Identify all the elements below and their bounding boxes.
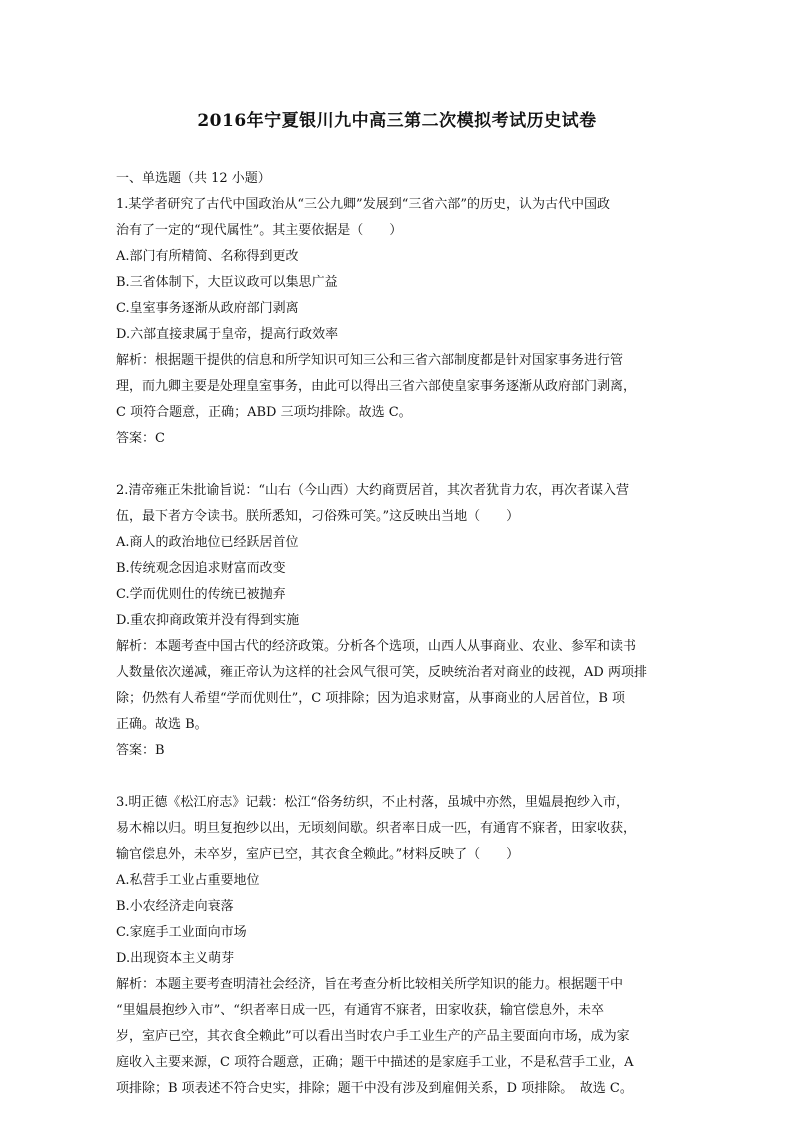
option-a: A.部门有所精简、名称得到更改 [116,249,299,264]
option-c: C.家庭手工业面向市场 [116,925,247,940]
analysis-line: 正确。故选 B。 [116,717,208,732]
question-stem-line: 3.明正德《松江府志》记载：松江“俗务纺织，不止村落，虽城中亦然，里媪晨抱纱入市， [116,795,630,810]
answer-line: 答案：C [116,431,165,446]
option-a: A.商人的政治地位已经跃居首位 [116,535,299,550]
question-2 [116,478,682,764]
analysis-line: 解析：根据题干提供的信息和所学知识可知三公和三省六部制度都是针对国家事务进行管 [116,353,624,368]
spacer [116,452,682,478]
section-header: 一、单选题（共 12 小题） [116,171,271,186]
option-c: C.皇室事务逐渐从政府部门剥离 [116,301,299,316]
analysis-line: 岁，室庐已空，其衣食全赖此”可以看出当时农户手工业生产的产品主要面向市场，成为家 [116,1029,630,1044]
analysis-line: 除；仍然有人希望“学而优则仕”，C 项排除；因为追求财富，从事商业的人居首位，B 项 [116,691,626,706]
analysis-line: 解析：本题主要考查明清社会经济，旨在考查分析比较相关所学知识的能力。根据题干中 [116,977,624,992]
question-stem-line: 治有了一定的“现代属性”。其主要依据是（ ） [116,223,403,238]
analysis-line: “里媪晨抱纱入市”、“织者率日成一匹，有通宵不寐者，田家收获，输官偿息外，未卒 [116,1003,604,1018]
option-c: C.学而优则仕的传统已被抛弃 [116,587,286,602]
option-d: D.出现资本主义萌芽 [116,951,235,966]
analysis-line: 人数量依次递减，雍正帝认为这样的社会风气很可笑，反映统治者对商业的歧视，AD 两项排 [116,665,647,680]
question-stem-line: 易木棉以归。明旦复抱纱以出，无顷刻间歇。织者率日成一匹，有通宵不寐者，田家收获， [116,821,637,836]
question-stem-line: 伍，最下者方令读书。朕所悉知，刁俗殊可笑。”这反映出当地（ ） [116,509,520,524]
analysis-line: 庭收入主要来源，C 项符合题意，正确；题干中描述的是家庭手工业，不是私营手工业，A [116,1055,634,1070]
analysis-line: 理，而九卿主要是处理皇室事务，由此可以得出三省六部使皇家事务逐渐从政府部门剥离， [116,379,637,394]
option-d: D.重农抑商政策并没有得到实施 [116,613,300,628]
option-b: B.传统观念因追求财富而改变 [116,561,286,576]
question-3 [116,790,682,1102]
spacer [116,764,682,790]
option-b: B.小农经济走向衰落 [116,899,234,914]
analysis-line: 解析：本题考查中国古代的经济政策。分析各个选项，山西人从事商业、农业、参军和读书 [116,639,637,654]
question-1 [116,192,682,452]
option-d: D.六部直接隶属于皇帝，提高行政效率 [116,327,339,342]
question-stem-line: 2.清帝雍正朱批谕旨说：“山右（今山西）大约商贾居首，其次者犹肯力农，再次者谋入营 [116,483,630,498]
option-b: B.三省体制下，大臣议政可以集思广益 [116,275,338,290]
option-a: A.私营手工业占重要地位 [116,873,260,888]
answer-line: 答案：B [116,743,165,758]
document-body [116,166,682,1102]
document-title: 2016年宁夏银川九中高三第二次模拟考试历史试卷 [197,111,597,131]
analysis-line: 项排除；B 项表述不符合史实，排除；题干中没有涉及到雇佣关系，D 项排除。 故选 C。 [116,1081,633,1096]
question-stem-line: 输官偿息外，未卒岁，室庐已空，其衣食全赖此。”材料反映了（ ） [116,847,520,862]
question-stem-line: 1.某学者研究了古代中国政治从“三公九卿”发展到“三省六部”的历史，认为古代中国政 [116,197,610,212]
analysis-line: C 项符合题意，正确；ABD 三项均排除。故选 C。 [116,405,412,420]
